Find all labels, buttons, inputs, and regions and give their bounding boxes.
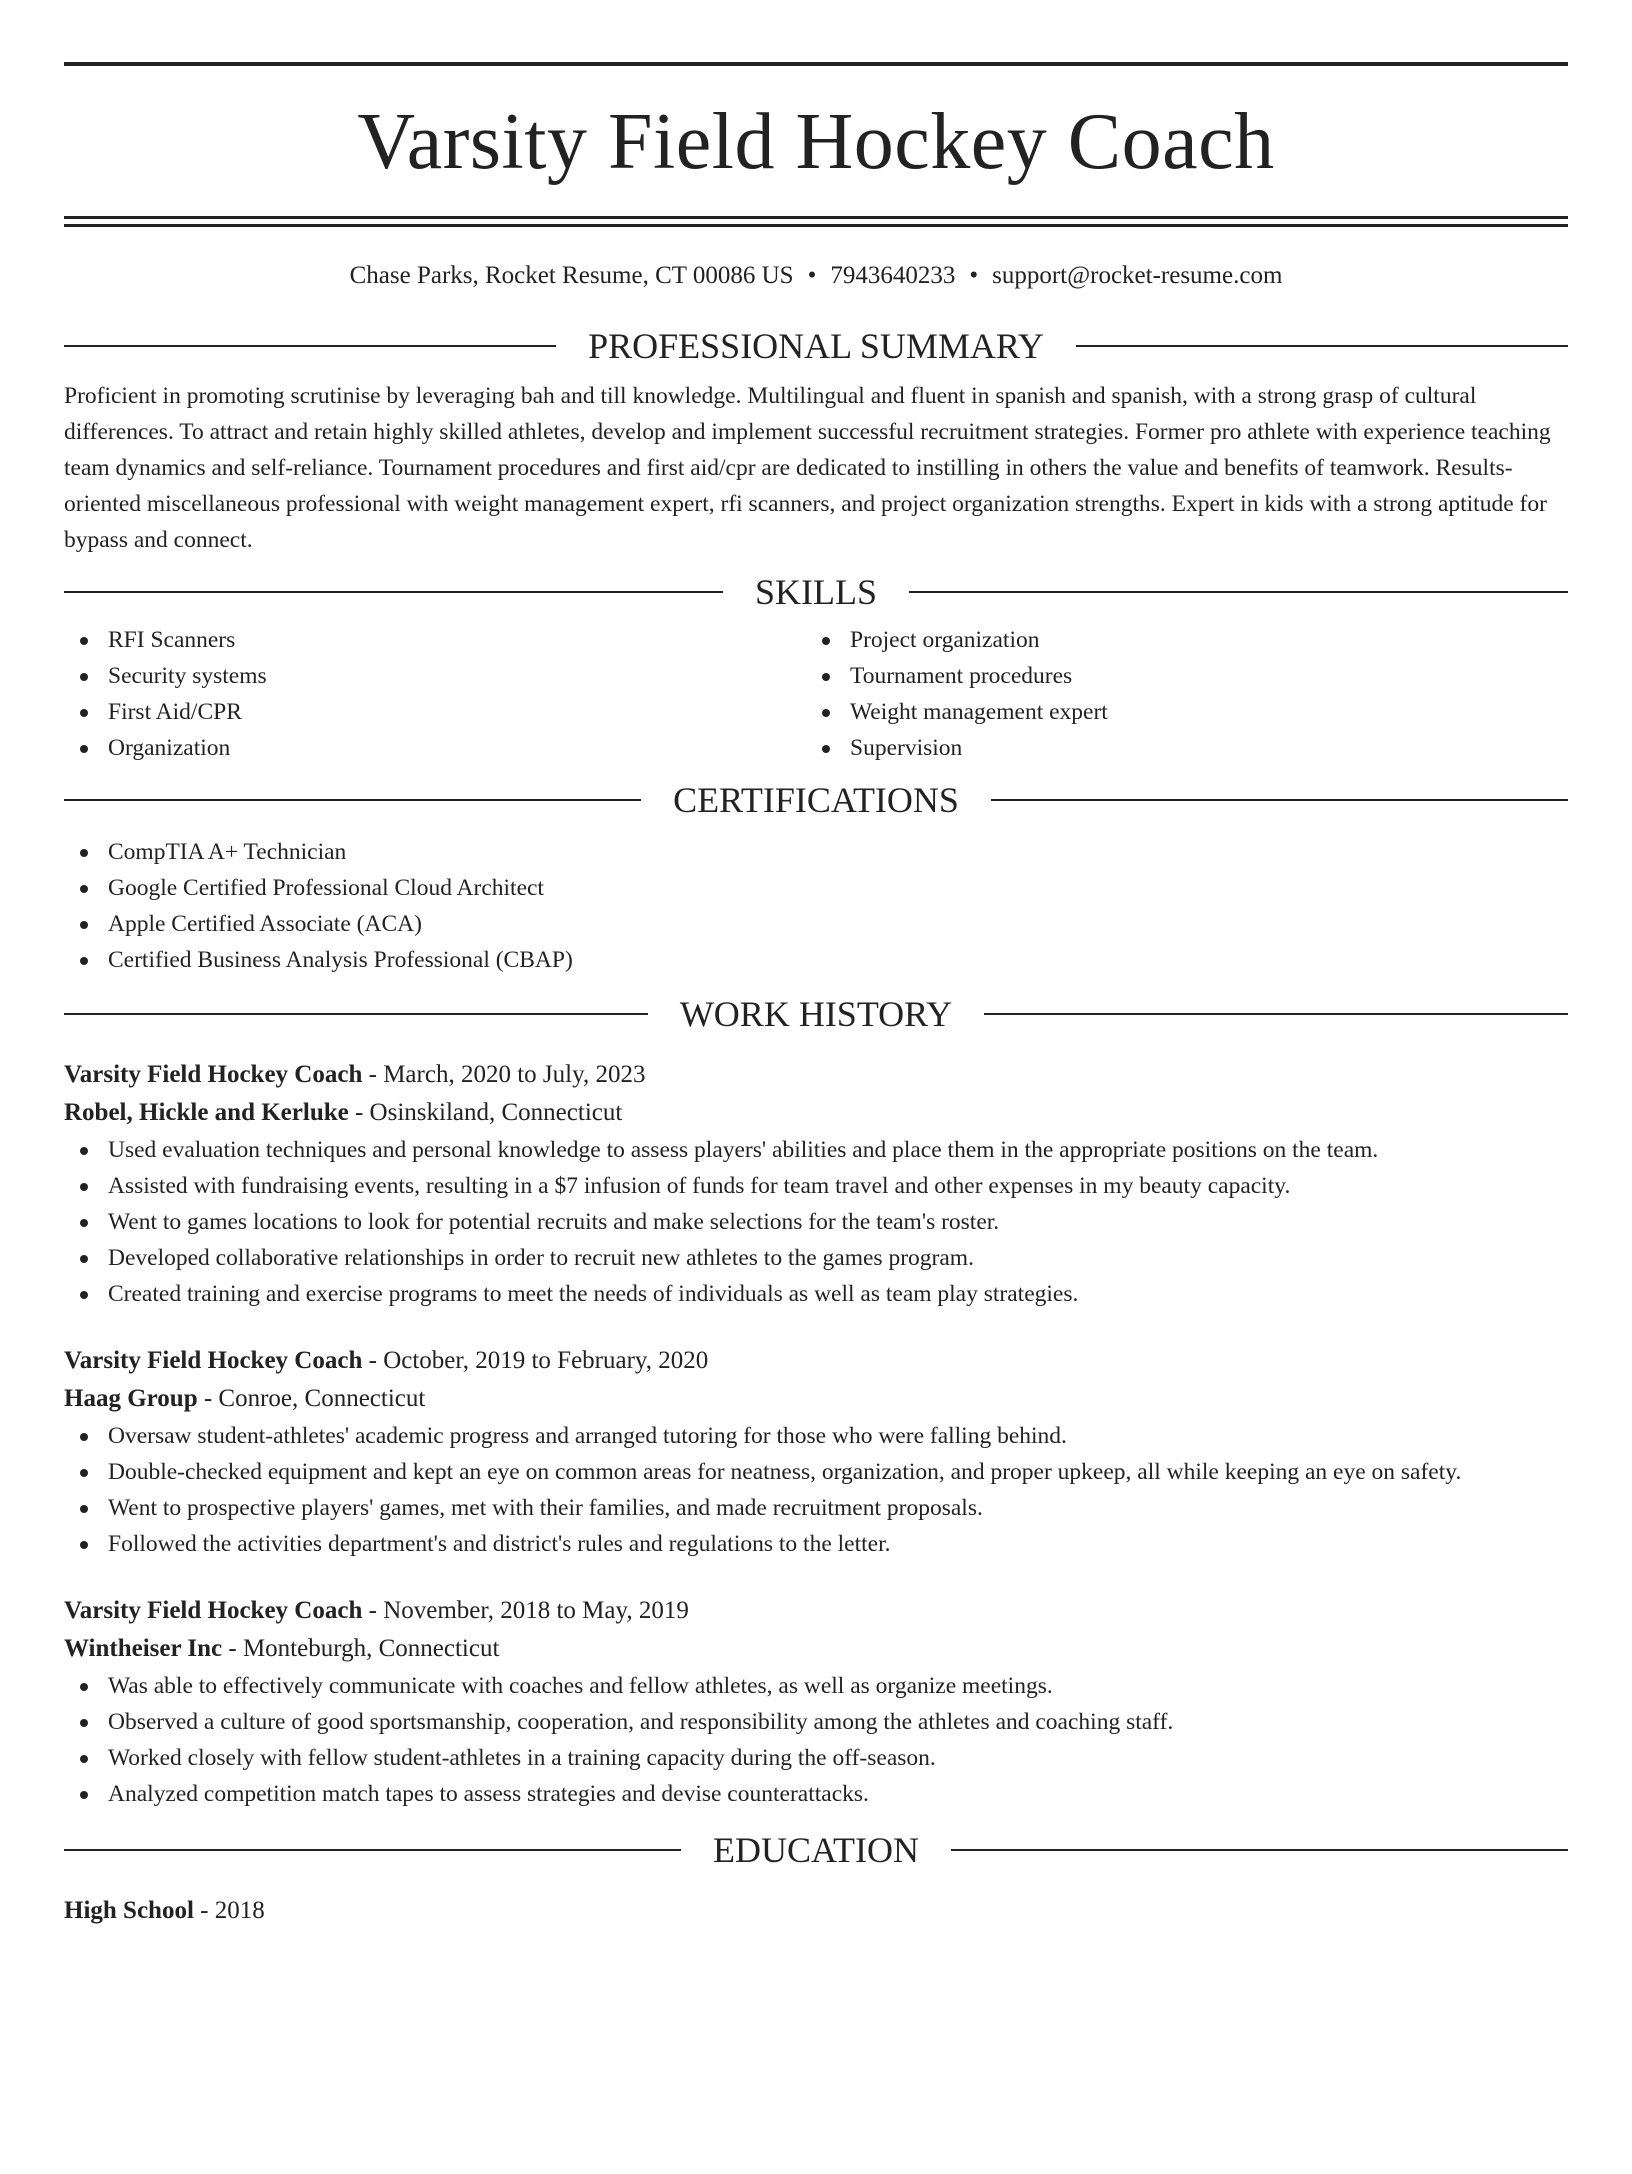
education-degree: High School [64,1897,194,1924]
education-line [64,1892,1568,1930]
skill-item: Supervision [806,730,1548,766]
job-location: - Monteburgh, Connecticut [222,1635,500,1662]
contact-address: Chase Parks, Rocket Resume, CT 00086 US [349,262,794,289]
summary-text: Proficient in promoting scrutinise by leveraging bah and till knowledge. Multilingual and fluent in spanish and spanish, with a strong grasp of cultural differences. To attract and retain highly skilled athletes, develop and implement successful recruitment strategies. Former pro athlete with experience teaching team dynamics and self-reliance. Tournament procedures and first aid/cpr are dedicated to instilling in others the value and benefits of teamwork. Results-oriented miscellaneous professional with weight management expert, rfi scanners, and project organization strengths. Expert in kids with a strong aptitude for bypass and connect. [64,383,1551,553]
summary-title: PROFESSIONAL SUMMARY [588,326,1044,366]
resume-page [0,62,1632,2174]
heading-rule-left [64,591,723,593]
education-title: EDUCATION [713,1830,919,1870]
job-company: Wintheiser Inc [64,1635,223,1662]
skill-item: Tournament procedures [806,658,1548,694]
job-bullet: Oversaw student-athletes' academic progress and arranged tutoring for those who were falling behind. [64,1418,1568,1454]
job-bullet: Developed collaborative relationships in order to recruit new athletes to the games program. [64,1240,1568,1276]
heading-rule-right [909,591,1568,593]
job-dates: - March, 2020 to July, 2023 [362,1061,646,1088]
job-role: Varsity Field Hockey Coach [64,1347,363,1374]
skills-title: SKILLS [755,572,878,612]
job-role: Varsity Field Hockey Coach [64,1597,363,1624]
job-bullet: Was able to effectively communicate with coaches and fellow athletes, as well as organize meetings. [64,1668,1568,1704]
job-bullet: Went to prospective players' games, met with their families, and made recruitment proposals. [64,1490,1568,1526]
heading-rule-right [951,1849,1568,1851]
certifications-heading [64,780,1568,820]
work-heading [64,994,1568,1034]
job-company: Robel, Hickle and Kerluke [64,1099,349,1126]
skill-item: First Aid/CPR [64,694,806,730]
top-rule [64,62,1568,66]
job-bullet: Followed the activities department's and district's rules and regulations to the letter. [64,1526,1568,1562]
heading-rule-right [991,799,1568,801]
certifications-list [64,834,1568,978]
heading-rule-right [1076,345,1568,347]
skills-list-left [64,622,806,766]
skills-heading [64,572,1568,612]
job-dates: - October, 2019 to February, 2020 [362,1347,709,1374]
job-bullet: Worked closely with fellow student-athletes in a training capacity during the off-season. [64,1740,1568,1776]
skill-item: RFI Scanners [64,622,806,658]
job-bullet: Observed a culture of good sportsmanship, cooperation, and responsibility among the athletes and coaching staff. [64,1704,1568,1740]
certification-item: Google Certified Professional Cloud Architect [64,870,1568,906]
job-title-line [64,1056,1568,1094]
heading-rule-left [64,345,556,347]
heading-rule-left [64,1849,681,1851]
certification-item: CompTIA A+ Technician [64,834,1568,870]
education-year: - 2018 [193,1897,265,1924]
job-bullet-list [64,1132,1568,1312]
skills-list-right [806,622,1548,766]
job-role: Varsity Field Hockey Coach [64,1061,363,1088]
heading-rule-left [64,799,641,801]
job-title-line [64,1592,1568,1630]
double-rule [64,216,1568,227]
work-title: WORK HISTORY [679,994,953,1034]
job-bullet: Assisted with fundraising events, resulting in a $7 infusion of funds for team travel and other expenses in my beauty capacity. [64,1168,1568,1204]
skill-item: Project organization [806,622,1548,658]
contact-phone: 7943640233 [830,262,956,289]
job-entry [64,1342,1568,1562]
certification-item: Apple Certified Associate (ACA) [64,906,1568,942]
heading-rule-right [984,1013,1568,1015]
job-title-line [64,1342,1568,1380]
contact-line [64,260,1568,292]
certification-item: Certified Business Analysis Professional (CBAP) [64,942,1568,978]
certifications-title: CERTIFICATIONS [673,780,959,820]
job-bullet: Went to games locations to look for potential recruits and make selections for the team's roster. [64,1204,1568,1240]
job-bullet: Analyzed competition match tapes to assess strategies and devise counterattacks. [64,1776,1568,1812]
skill-item: Security systems [64,658,806,694]
resume-name: Varsity Field Hockey Coach [357,98,1275,186]
summary-heading [64,326,1568,366]
contact-separator: • [969,262,979,289]
skill-item: Organization [64,730,806,766]
job-bullet-list [64,1668,1568,1812]
job-company-line [64,1380,1568,1418]
heading-rule-left [64,1013,648,1015]
job-bullet: Double-checked equipment and kept an eye on common areas for neatness, organization, and proper upkeep, all while keeping an eye on safety. [64,1454,1568,1490]
education-heading [64,1830,1568,1870]
job-entry [64,1592,1568,1812]
job-dates: - November, 2018 to May, 2019 [362,1597,689,1624]
job-bullet: Created training and exercise programs to meet the needs of individuals as well as team play strategies. [64,1276,1568,1312]
job-entry [64,1056,1568,1312]
job-company-line [64,1094,1568,1132]
job-bullet: Used evaluation techniques and personal knowledge to assess players' abilities and place them in the appropriate positions on the team. [64,1132,1568,1168]
skill-item: Weight management expert [806,694,1548,730]
job-location: - Conroe, Connecticut [197,1385,426,1412]
skills-grid [64,622,1568,766]
job-company-line [64,1630,1568,1668]
job-bullet-list [64,1418,1568,1562]
contact-separator: • [807,262,817,289]
job-company: Haag Group [64,1385,198,1412]
job-location: - Osinskiland, Connecticut [348,1099,623,1126]
contact-email: support@rocket-resume.com [992,262,1283,289]
